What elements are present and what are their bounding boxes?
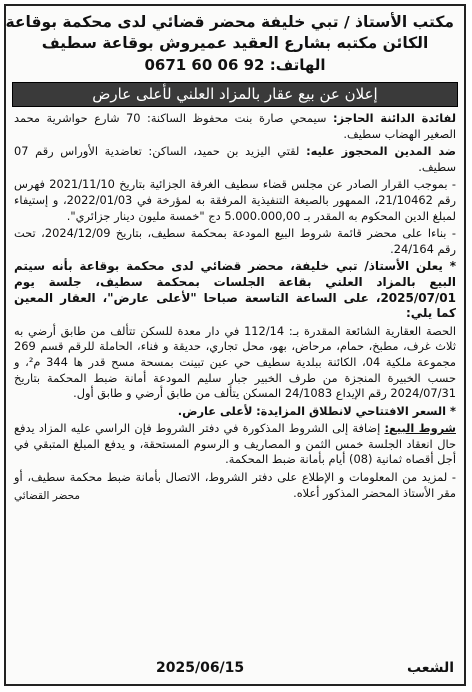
sale-announcement-paragraph: * يعلن الأستاذ/ تبي خليفة، محضر قضائي لدى محكمة بوقاعة بأنه سيتم البيع بالمزاد العلني بقاعة الجلسات بمحكمة سطيف، جلسة يوم 2025/07/01، على الساعة التاسعة صباحا "لأعلى عارض"، العقار المعين كما يلي: [14,259,456,321]
notice-title-banner: إعلان عن بيع عقار بالمزاد العلني لأعلى عارض [12,82,458,107]
publication-date: 2025/06/15 [156,660,245,676]
creditor-text: سيمحي صارة بنت محفوظ الساكنة: 70 شارع حواشرية محمد الصغير الهضاب سطيف. [14,111,456,141]
phone-number: 0671 60 06 92 [144,56,265,74]
opening-price-label: * السعر الافتتاحي لانطلاق المزايدة: [256,403,456,418]
newspaper-name: الشعب [406,660,454,676]
phone-line [16,54,454,76]
more-info-paragraph: - لمزيد من المعلومات و الإطلاع على دفتر الشروط، الاتصال بأمانة ضبط محكمة سطيف، أو مقر الأستاذ المحضر المذكور أعلاه. [14,470,456,500]
sale-terms-label: شروط البيع: [384,421,456,436]
opening-price-paragraph [14,404,456,420]
sale-terms-paragraph [14,421,456,468]
office-line: مكتب الأستاذ / تبي خليفة محضر قضائي لدى محكمة بوقاعة [5,13,454,31]
debtor-text: لقتي اليزيد بن حميد، الساكن: تعاضدية الأوراس رقم 07 سطيف. [14,144,456,174]
conditions-list-paragraph: - بناءا على محضر قائمة شروط البيع المودعة بمحكمة سطيف، بتاريخ 2024/12/09، تحت رقم 24/164. [14,226,456,256]
sale-terms-text: إضافة إلى الشروط المذكورة في دفتر الشروط فإن الراسي عليه المزاد يدفع حال انعقاد الجلسة خمس الثمن و المصاريف و الرسوم المستحقة، و يدفع المبلغ المتبقي في أجل أقصاه ثمانية (08) أيام بأمانة ضبط المحكمة. [14,421,456,467]
publication-footer [6,658,464,680]
phone-label: الهاتف: [269,56,326,74]
creditor-label: لفائدة الدائنة الحاجز: [332,111,456,125]
notice-header [6,6,464,76]
opening-price-text: لأعلى عارض. [177,403,253,418]
address-line: الكائن مكتبه بشارع العقيد عميروش بوقاعة سطيف [41,34,429,52]
creditor-paragraph [14,111,456,142]
property-description-paragraph: الحصة العقارية الشائعة المقدرة بـ: 112/14 في دار معدة للسكن تتألف من طابق أرضي به ثلاث غرف، مطبخ، حمام، مرحاض، بهو، محل تجاري، حديقة و فناء، الحاملة للرقم قسم 269 مجموعة ملكية 04، الكائنة ببلدية سطيف حي عين تبينت بمسحة مسح قدر ها 344 م²، و حسب الخبيرة المنجزة من طرف الخبير جبار سليم المودعة أمانة ضبط المحكمة بتاريخ 2024/07/31 رقم الإيداع 24/1083 المسكن يتألف من طابق أرضي و طابق أول. [14,323,456,401]
debtor-paragraph [14,144,456,175]
judgment-paragraph: - بموجب القرار الصادر عن مجلس قضاء سطيف الغرفة الجزائية بتاريخ 2021/11/10 فهرس رقم 21/10462، الممهور بالصيغة التنفيذية المرفقة به لمؤرخة في 2022/01/03، و إستيفاء لمبلغ الدين المحكوم به المقدر بـ 5.000.000,00 دج "خمسة مليون دينار جزائري". [14,177,457,223]
debtor-label: ضد المدين المحجوز عليه: [306,144,457,159]
legal-notice [4,4,466,686]
notice-body [6,111,464,505]
signature-label: محضر القضائي [14,490,81,503]
